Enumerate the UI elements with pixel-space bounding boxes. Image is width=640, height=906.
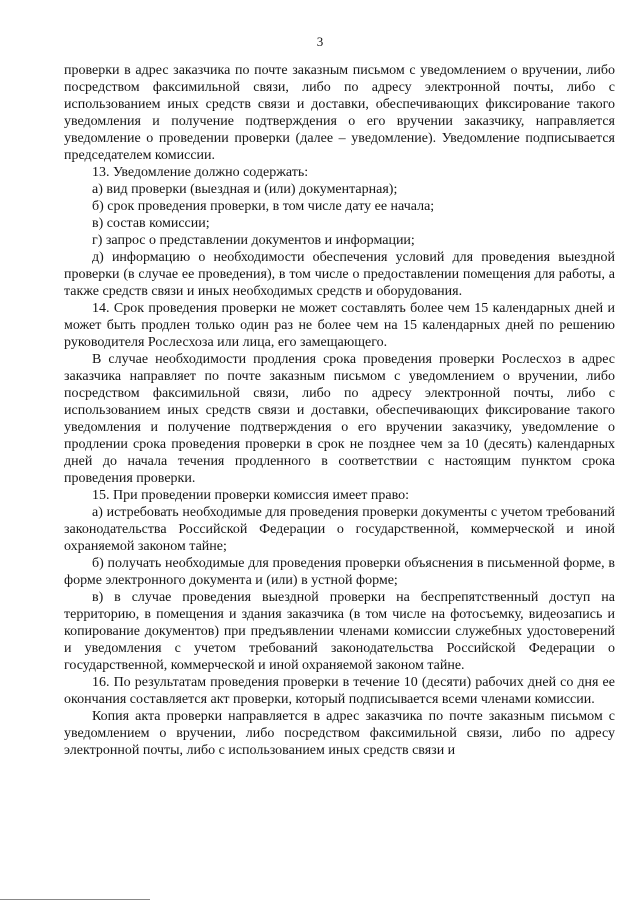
clause-14-extension: В случае необходимости продления срока проведения проверки Рослесхоз в адрес заказчика направляет по почте заказным письмом с уведомлением о вручении, либо посредством факсимильной связи, либо по адресу электронной почты, либо с использованием иных средств связи и доставки, обеспечивающих фиксирование такого уведомления и получение подтверждения о его вручении заказчику, уведомление о продлении срока проведения проверки в срок не позднее чем за 10 (десять) календарных дней до начала течения продленного в соответствии с настоящим пунктом срока проведения проверки.	[64, 352, 615, 486]
clause-13-item-a: а) вид проверки (выездная и (или) документарная);	[92, 182, 398, 197]
clause-13-item-d: д) информацию о необходимости обеспечения условий для проведения выездной проверки (в случае ее проведения), в том числе о предоставлении помещения для работы, а также средств связи и иных необходимых средств и оборудования.	[64, 250, 615, 299]
clause-15-item-v: в) в случае проведения выездной проверки на беспрепятственный доступ на территорию, в помещения и здания заказчика (в том числе на фотосъемку, видеозапись и копирование документов) при предъявлении членами комиссии служебных удостоверений и уведомления с учетом требований законодательства Российской Федерации о государственной, коммерческой и иной охраняемой законом тайне.	[64, 590, 615, 673]
footer-divider	[0, 899, 150, 900]
document-body	[64, 62, 615, 759]
clause-15-item-a: а) истребовать необходимые для проведения проверки документы с учетом требований законодательства Российской Федерации о государственной, коммерческой и иной охраняемой законом тайне;	[64, 505, 615, 554]
clause-14: 14. Срок проведения проверки не может составлять более чем 15 календарных дней и может быть продлен только один раз не более чем на 15 календарных дней по решению руководителя Рослесхоза или лица, его замещающего.	[64, 301, 615, 350]
clause-13-item-b: б) срок проведения проверки, в том числе дату ее начала;	[92, 199, 435, 214]
paragraph-continuation: проверки в адрес заказчика по почте заказным письмом с уведомлением о вручении, либо посредством факсимильной связи, либо по адресу электронной почты, либо с использованием иных средств связи и доставки, обеспечивающих фиксирование такого уведомления и получение подтверждения о его вручении заказчику, направляется уведомление о проведении проверки (далее – уведомление). Уведомление подписывается председателем комиссии.	[64, 63, 615, 163]
clause-16: 16. По результатам проведения проверки в течение 10 (десяти) рабочих дней со дня ее окончания составляется акт проверки, который подписывается всеми членами комиссии.	[64, 675, 615, 707]
clause-13-item-v: в) состав комиссии;	[92, 216, 210, 231]
clause-16-copy: Копия акта проверки направляется в адрес заказчика по почте заказным письмом с уведомлением о вручении, либо посредством факсимильной связи, либо по адресу электронной почты, либо с использованием иных средств связи и	[64, 709, 615, 758]
page-number: 3	[316, 34, 324, 49]
clause-15-item-b: б) получать необходимые для проведения проверки объяснения в письменной форме, в форме электронного документа и (или) в устной форме;	[64, 556, 615, 588]
clause-13-heading: 13. Уведомление должно содержать:	[92, 165, 309, 180]
clause-13-item-g: г) запрос о представлении документов и информации;	[92, 233, 415, 248]
clause-15-heading: 15. При проведении проверки комиссия имеет право:	[92, 488, 410, 503]
